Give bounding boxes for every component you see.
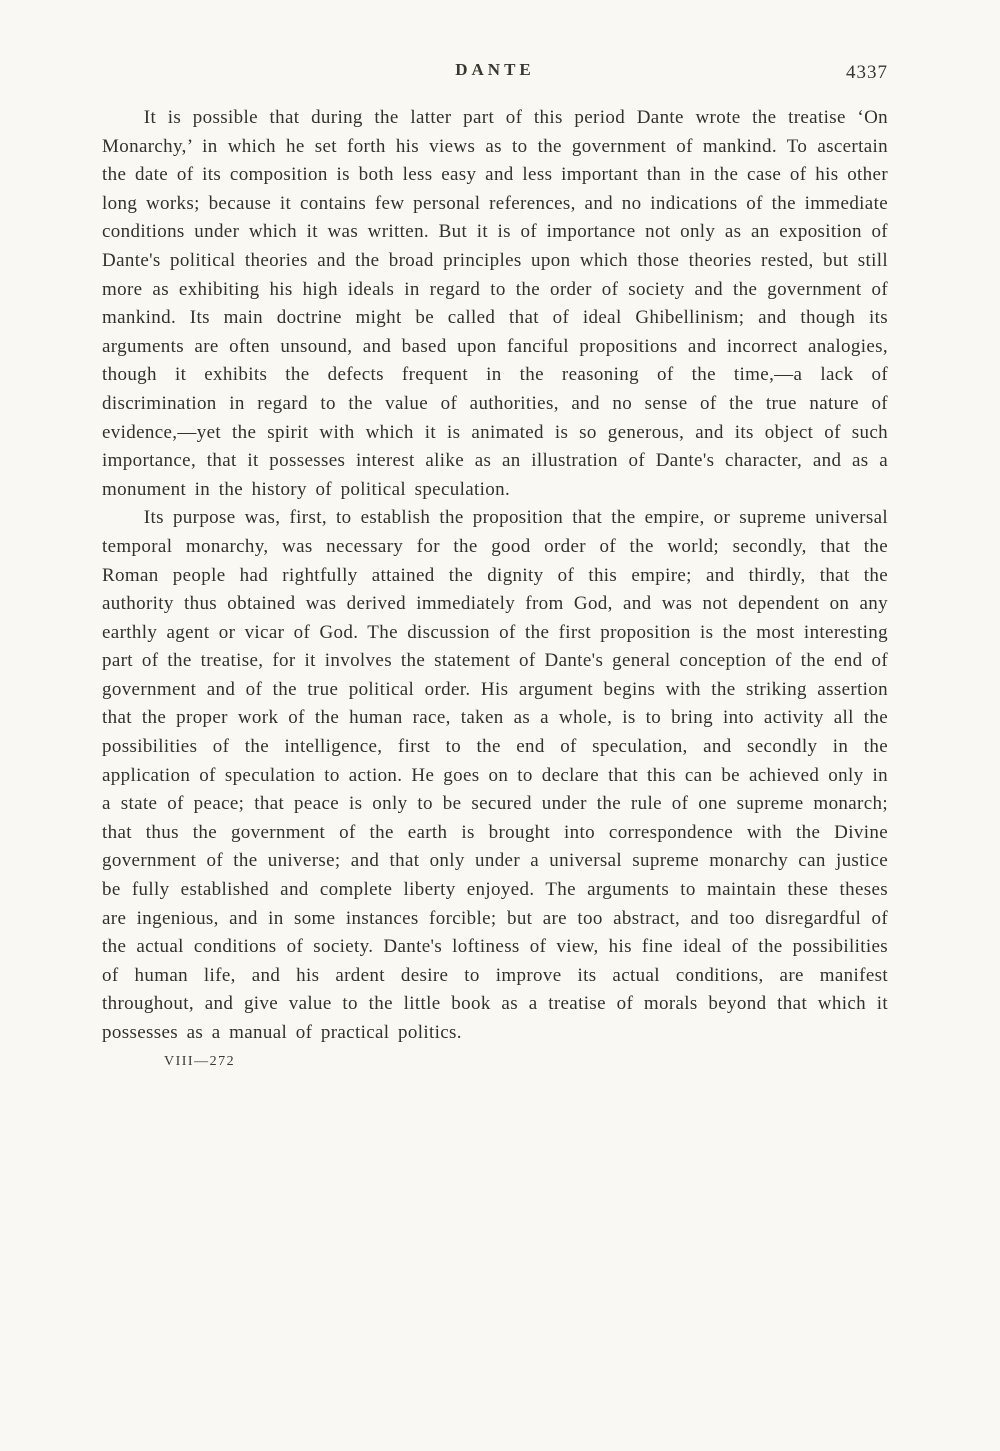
page-header — [102, 56, 888, 96]
running-title: DANTE — [455, 60, 535, 79]
signature-mark: VIII—272 — [164, 1053, 236, 1069]
paragraph-2: Its purpose was, first, to establish the proposition that the empire, or supreme universal temporal monarchy, was necessary for the good order of the world; secondly, that the Roman people had rightfully attained the dignity of this empire; and thirdly, that the authority thus obtained was derived immediately from God, and was not dependent on any earthly agent or vicar of God. The discussion of the first proposition is the most interesting part of the treatise, for it involves the statement of Dante's general conception of the end of government and of the true political order. His argument begins with the striking assertion that the proper work of the human race, taken as a whole, is to bring into activity all the possibilities of the intelligence, first to the end of speculation, and secondly in the application of speculation to action. He goes on to declare that this can be achieved only in a state of peace; that peace is only to be secured under the rule of one supreme monarch; that thus the government of the earth is brought into correspondence with the Divine government of the universe; and that only under a universal supreme monarchy can justice be fully established and complete liberty enjoyed. The arguments to maintain these theses are ingenious, and in some instances forcible; but are too abstract, and too disregardful of the actual conditions of society. Dante's loftiness of view, his fine ideal of the possibilities of human life, and his ardent desire to improve its actual conditions, are manifest throughout, and give value to the little book as a treatise of morals beyond that which it possesses as a manual of practical politics. — [102, 507, 888, 1043]
body-text — [102, 104, 888, 1048]
page-number: 4337 — [846, 62, 888, 83]
paragraph-1: It is possible that during the latter part of this period Dante wrote the treatise ‘On Monarchy,’ in which he set forth his views as to the government of mankind. To ascertain the date of its composition is both less easy and less important than in the case of his other long works; because it contains few personal references, and no indications of the immediate conditions under which it was written. But it is of importance not only as an exposition of Dante's political theories and the broad principles upon which those theories rested, but still more as exhibiting his high ideals in regard to the order of society and the government of mankind. Its main doctrine might be called that of ideal Ghibellinism; and though its arguments are often unsound, and based upon fanciful propositions and incorrect analogies, though it exhibits the defects frequent in the reasoning of the time,—a lack of discrimination in regard to the value of authorities, and no sense of the true nature of evidence,—yet the spirit with which it is animated is so generous, and its object of such importance, that it possesses interest alike as an illustration of Dante's character, and as a monument in the history of political speculation. — [102, 107, 888, 500]
